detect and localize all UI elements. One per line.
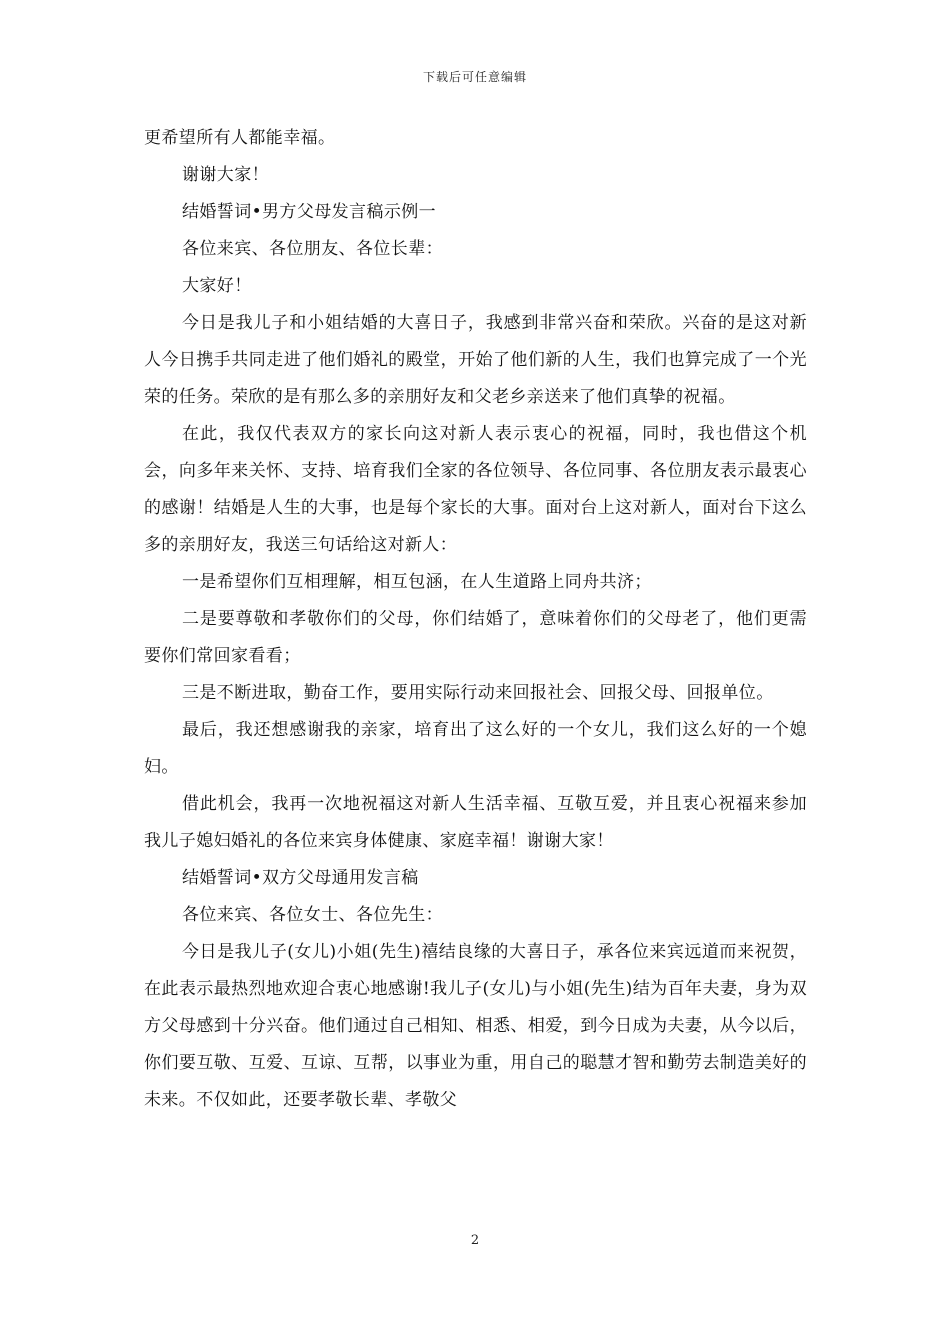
page-number: 2 <box>470 1233 480 1248</box>
section-heading: 结婚誓词•双方父母通用发言稿 <box>182 868 419 888</box>
greeting: 大家好！ <box>182 276 252 296</box>
paragraph: 今日是我儿子(女儿)小姐(先生)禧结良缘的大喜日子，承各位来宾远道而来祝贺，在此表示最热烈地欢迎合衷心地感谢!我儿子(女儿)与小姐(先生)结为百年夫妻，身为双方父母感到十分兴奋。他们通过自己相知、相悉、相爱，到今日成为夫妻，从今以后，你们要互敬、互爱、互谅、互帮，以事业为重，用自己的聪慧才智和勤劳去制造美好的未来。不仅如此，还要孝敬长辈、孝敬父 <box>144 942 807 1110</box>
paragraph: 今日是我儿子和小姐结婚的大喜日子，我感到非常兴奋和荣欣。兴奋的是这对新人今日携手共同走进了他们婚礼的殿堂，开始了他们新的人生，我们也算完成了一个光荣的任务。荣欣的是有那么多的亲朋好友和父老乡亲送来了他们真挚的祝福。 <box>144 313 807 407</box>
document-body <box>144 120 807 1119</box>
section-heading: 结婚誓词•男方父母发言稿示例一 <box>182 202 437 222</box>
page-header: 下载后可任意编辑 <box>422 70 527 84</box>
paragraph: 在此，我仅代表双方的家长向这对新人表示衷心的祝福，同时，我也借这个机会，向多年来关怀、支持、培育我们全家的各位领导、各位同事、各位朋友表示最衷心的感谢！结婚是人生的大事，也是每个家长的大事。面对台上这对新人，面对台下这么多的亲朋好友，我送三句话给这对新人： <box>144 424 807 555</box>
list-item: 一是希望你们互相理解，相互包涵，在人生道路上同舟共济； <box>182 572 652 592</box>
list-item: 二是要尊敬和孝敬你们的父母，你们结婚了，意味着你们的父母老了，他们更需要你们常回家看看； <box>144 609 807 666</box>
paragraph: 谢谢大家！ <box>182 165 269 185</box>
paragraph: 借此机会，我再一次地祝福这对新人生活幸福、互敬互爱，并且衷心祝福来参加我儿子媳妇婚礼的各位来宾身体健康、家庭幸福！谢谢大家！ <box>144 794 807 851</box>
salutation: 各位来宾、各位朋友、各位长辈： <box>182 239 443 259</box>
salutation: 各位来宾、各位女士、各位先生： <box>182 905 443 925</box>
paragraph: 更希望所有人都能幸福。 <box>144 128 336 148</box>
list-item: 三是不断进取，勤奋工作，要用实际行动来回报社会、回报父母、回报单位。 <box>182 683 774 703</box>
paragraph: 最后，我还想感谢我的亲家，培育出了这么好的一个女儿，我们这么好的一个媳妇。 <box>144 720 807 777</box>
